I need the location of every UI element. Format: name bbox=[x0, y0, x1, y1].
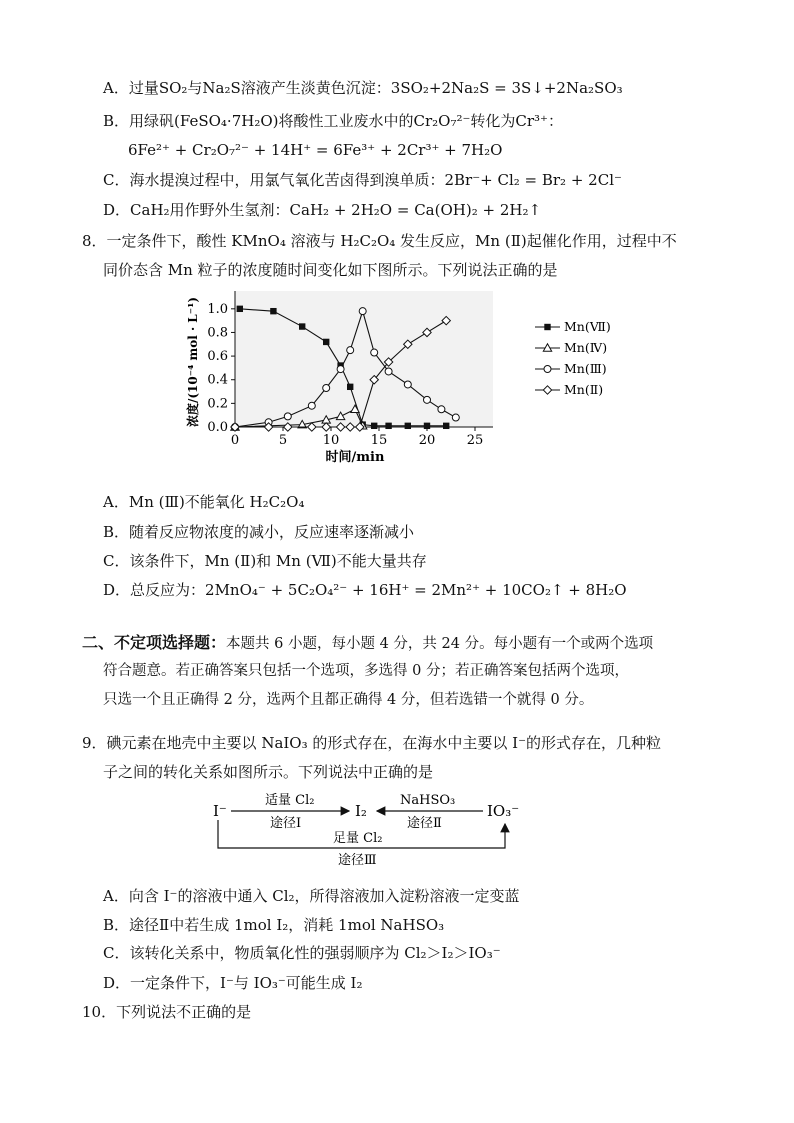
data-point-circle bbox=[438, 406, 445, 413]
data-point-circle bbox=[385, 368, 392, 375]
legend-label-square: Mn(Ⅶ) bbox=[564, 319, 611, 334]
q9-stem-line-2: 子之间的转化关系如图所示。下列说法中正确的是 bbox=[103, 763, 434, 781]
y-tick-label: 0.2 bbox=[207, 396, 228, 412]
x-tick-label: 25 bbox=[466, 433, 484, 448]
x-tick-label: 5 bbox=[278, 433, 288, 448]
y-tick-label: 1.0 bbox=[207, 301, 228, 317]
q8-stem-line-2: 同价态含 Mn 粒子的浓度随时间变化如下图所示。下列说法正确的是 bbox=[103, 261, 558, 279]
q7-option-b: B．用绿矾(FeSO₄·7H₂O)将酸性工业废水中的Cr₂O₇²⁻转化为Cr³⁺： bbox=[103, 112, 563, 130]
path-1-label: 途径Ⅰ bbox=[270, 816, 302, 831]
data-point-circle bbox=[404, 381, 411, 388]
path-2-label: 途径Ⅱ bbox=[407, 816, 442, 831]
q10-stem: 10．下列说法不正确的是 bbox=[82, 1003, 252, 1021]
legend-label-triangle: Mn(Ⅳ) bbox=[564, 340, 608, 355]
path-3-label: 途径Ⅲ bbox=[338, 853, 377, 868]
q9-option-a: A．向含 I⁻的溶液中通入 Cl₂，所得溶液加入淀粉溶液一定变蓝 bbox=[103, 887, 520, 905]
data-point-circle bbox=[323, 385, 330, 392]
legend-label-circle: Mn(Ⅲ) bbox=[564, 361, 607, 376]
x-tick-label: 15 bbox=[370, 433, 388, 448]
path-2-reagent: NaHSO₃ bbox=[400, 793, 456, 808]
legend-marker-square bbox=[544, 324, 550, 330]
data-point-square bbox=[323, 339, 329, 345]
q7-option-b-equation: 6Fe²⁺ + Cr₂O₇²⁻ + 14H⁺ = 6Fe³⁺ + 2Cr³⁺ + 7H₂O bbox=[128, 141, 503, 159]
y-tick-label: 0.0 bbox=[207, 420, 228, 435]
data-point-square bbox=[299, 323, 305, 329]
path-3-reagent: 足量 Cl₂ bbox=[333, 831, 383, 846]
data-point-circle bbox=[424, 396, 431, 403]
section-2-instructions-line-2: 符合题意。若正确答案只包括一个选项，多选得 0 分；若正确答案包括两个选项， bbox=[103, 663, 629, 679]
q7-option-a: A．过量SO₂与Na₂S溶液产生淡黄色沉淀：3SO₂+2Na₂S = 3S↓+2Na₂SO₃ bbox=[103, 79, 623, 97]
q7-option-d: D．CaH₂用作野外生氢剂：CaH₂ + 2H₂O = Ca(OH)₂ + 2H₂↑ bbox=[103, 201, 542, 219]
q8-option-a: A．Mn (Ⅲ)不能氧化 H₂C₂O₄ bbox=[103, 493, 305, 511]
data-point-circle bbox=[347, 347, 354, 354]
data-point-circle bbox=[284, 413, 291, 420]
q9-option-d: D．一定条件下，I⁻与 IO₃⁻可能生成 I₂ bbox=[103, 974, 363, 992]
node-iodine: I₂ bbox=[355, 802, 367, 820]
legend-label-diamond: Mn(Ⅱ) bbox=[564, 382, 604, 397]
x-tick-label: 10 bbox=[322, 433, 340, 448]
data-point-square bbox=[443, 423, 449, 429]
data-point-square bbox=[385, 423, 391, 429]
data-point-circle bbox=[452, 414, 459, 421]
data-point-square bbox=[424, 423, 430, 429]
q9-option-c: C．该转化关系中，物质氧化性的强弱顺序为 Cl₂＞I₂＞IO₃⁻ bbox=[103, 944, 501, 962]
y-tick-label: 0.4 bbox=[207, 372, 228, 388]
data-point-square bbox=[347, 384, 353, 390]
q8-option-b: B．随着反应物浓度的减小，反应速率逐渐减小 bbox=[103, 523, 415, 541]
data-point-circle bbox=[359, 308, 366, 315]
q8-option-d: D．总反应为：2MnO₄⁻ + 5C₂O₄²⁻ + 16H⁺ = 2Mn²⁺ + 10CO₂↑ + 8H₂O bbox=[103, 581, 627, 599]
q8-option-c: C．该条件下，Mn (Ⅱ)和 Mn (Ⅶ)不能大量共存 bbox=[103, 552, 427, 570]
section-2-header bbox=[82, 633, 653, 654]
q9-stem-line-1: 9．碘元素在地壳中主要以 NaIO₃ 的形式存在，在海水中主要以 I⁻的形式存在，几种粒 bbox=[82, 734, 661, 752]
concentration-time-chart bbox=[180, 285, 620, 480]
path-1-reagent: 适量 Cl₂ bbox=[265, 793, 315, 808]
section-2-instructions-line-3: 只选一个且正确得 2 分，选两个且都正确得 4 分，但若选错一个就得 0 分。 bbox=[103, 692, 594, 708]
legend-marker-diamond bbox=[543, 386, 551, 394]
node-iodide: I⁻ bbox=[213, 802, 227, 820]
x-tick-label: 20 bbox=[418, 433, 436, 448]
data-point-square bbox=[237, 306, 243, 312]
section-2-title: 二、不定项选择题： bbox=[82, 633, 227, 652]
x-tick-label: 0 bbox=[230, 433, 240, 448]
x-axis-label: 时间/min bbox=[325, 450, 385, 465]
q7-option-c: C．海水提溴过程中，用氯气氧化苦卤得到溴单质：2Br⁻+ Cl₂ = Br₂ + 2Cl⁻ bbox=[103, 171, 622, 189]
y-tick-label: 0.8 bbox=[207, 325, 228, 341]
section-2-instructions-line-1: 本题共 6 小题，每小题 4 分，共 24 分。每小题有一个或两个选项 bbox=[226, 636, 654, 652]
data-point-circle bbox=[308, 402, 315, 409]
data-point-square bbox=[405, 423, 411, 429]
legend-marker-circle bbox=[544, 366, 551, 373]
data-point-square bbox=[371, 423, 377, 429]
data-point-square bbox=[270, 308, 276, 314]
iodine-conversion-diagram bbox=[205, 790, 535, 870]
q9-option-b: B．途径Ⅱ中若生成 1mol I₂，消耗 1mol NaHSO₃ bbox=[103, 916, 445, 934]
y-tick-label: 0.6 bbox=[207, 349, 228, 365]
y-axis-label: 浓度/(10⁻⁴ mol · L⁻¹) bbox=[186, 296, 200, 428]
data-point-circle bbox=[337, 366, 344, 373]
q8-stem-line-1: 8．一定条件下，酸性 KMnO₄ 溶液与 H₂C₂O₄ 发生反应，Mn (Ⅱ)起催化作用，过程中不 bbox=[82, 232, 677, 250]
data-point-circle bbox=[371, 349, 378, 356]
node-iodate: IO₃⁻ bbox=[487, 802, 520, 820]
